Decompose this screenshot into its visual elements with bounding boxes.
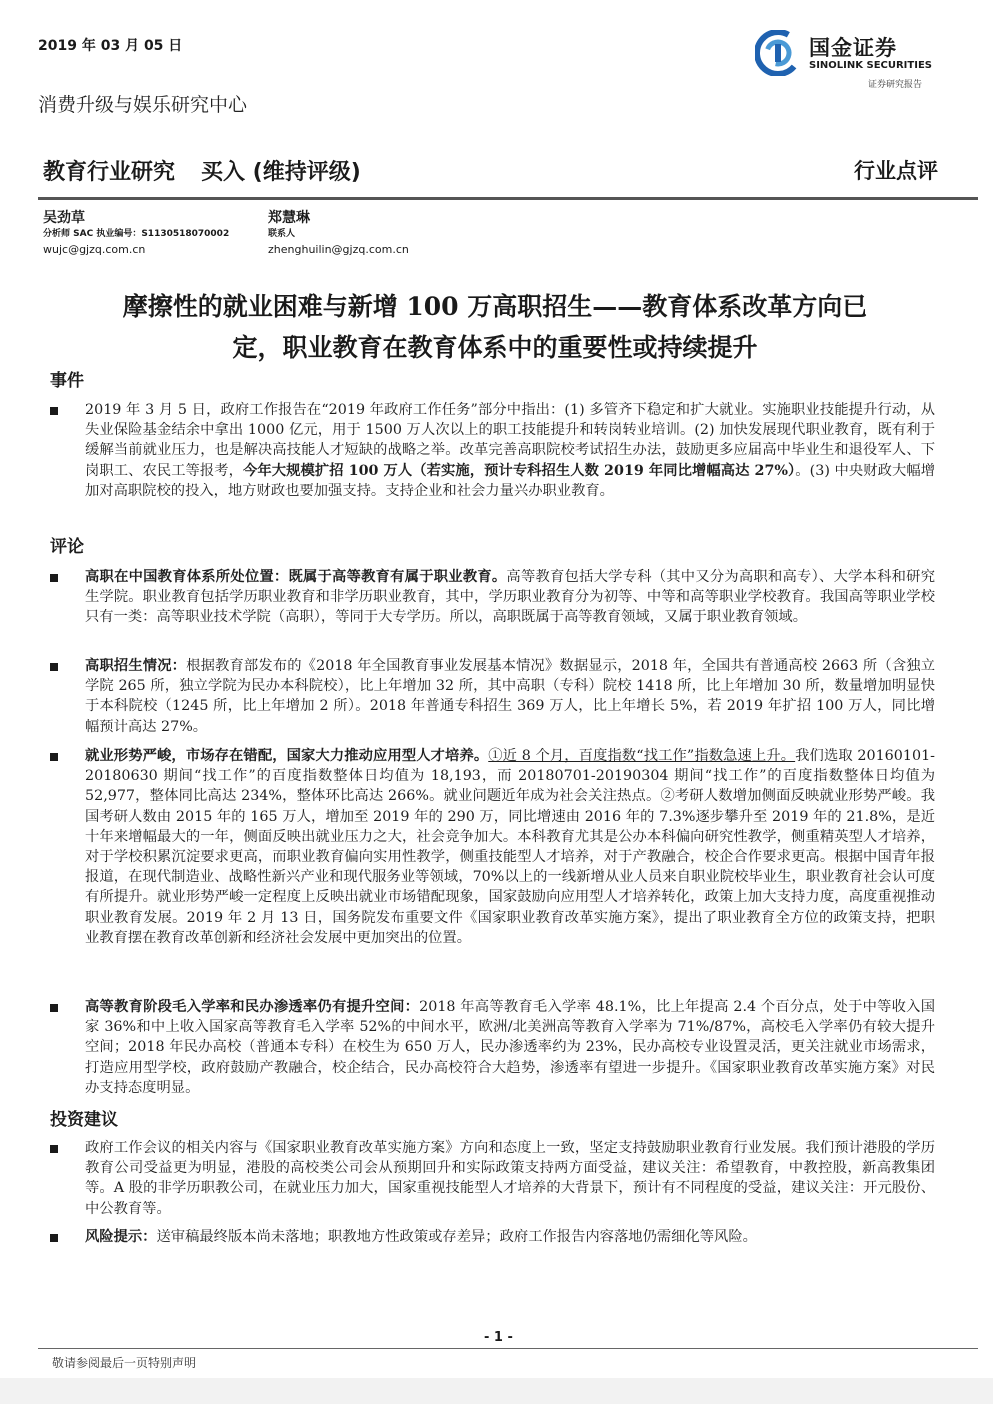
industry-title: 教育行业研究 [43, 160, 176, 185]
research-center: 消费升级与娱乐研究中心 [38, 94, 248, 116]
section-heading-comment: 评论 [50, 537, 84, 557]
comment-paragraph-1 [85, 567, 935, 628]
comment-1-bold: 高职在中国教育体系所处位置：既属于高等教育有属于职业教育。 [85, 569, 507, 585]
analyst-email[interactable]: wujc@gjzq.com.cn [43, 243, 146, 256]
comment-paragraph-3 [85, 746, 935, 948]
logo-subtitle: 证券研究报告 [868, 80, 923, 90]
comment-1-text: 高等教育包括大学专科（其中又分为高职和高专）、大学本科和研究生学院。职业教育包括学历职业教育和非学历职业教育，其中，学历职业教育分为初等、中等和高等职业学校教育。我国高等职业学校只有一类：高等职业技术学院（高职），等同于大专学历。所以，高职既属于高等教育领域，又属于职业教育领域。 [85, 569, 935, 626]
comment-paragraph-2 [85, 656, 935, 737]
analyst-role: 分析师 SAC 执业编号：S1130518070002 [43, 229, 230, 239]
logo-name-cn: 国金证券 [809, 36, 897, 60]
sinolink-logo [755, 30, 955, 92]
report-main-title [40, 286, 950, 368]
page-number: - 1 - [480, 1330, 517, 1345]
event-text-b: 。(3) 中央财政大幅增加对高职院校的投入，地方财政也要加强支持。支持企业和社会力量兴办职业教育。 [85, 462, 936, 499]
comment-2-text: 根据教育部发布的《2018 年全国教育事业发展基本情况》数据显示，2018 年，全国共有普通高校 2663 所（含独立学院 265 所，独立学院为民办本科院校），比上年增加 32 所，其中高职（专科）院校 1418 所，比上年增加 30 所，数量增加明显快于本科院校（1245 所，比上年增加 2 所）。2018 年普通专科招生 369 万人，比上年增长 5%，若 2019 年扩招 100 万人，同比增幅预计高达 27%。 [85, 658, 936, 735]
event-paragraph [85, 400, 935, 501]
comment-3-text: 我们选取 20160101-20180630 期间“找工作”的百度指数整体日均值为 18,193，而 20180701-20190304 期间“找工作”的百度指数整体日均值为 52,977，整体同比高达 234%，整体环比高达 266%。就业问题近年成为社会关注热点。②考研人数增加侧面反映就业形势严峻。我国考研人数由 2015 年的 165 万人，增加至 2019 年的 290 万，同比增速由 2016 年的 7.3%逐步攀升至 2019 年的 21.8%，是近十年来增幅最大的一年，侧面反映出就业压力之大，社会竞争加大。本科教育尤其是公办本科偏向研究性教学，侧重精英型人才培养，对于学校积累沉淀要求更高，而职业教育偏向实用性教学，侧重技能型人才培养，对于产教融合，校企合作要求更高。根据中国青年报报道，在现代制造业、战略性新兴产业和现代服务业等领域，70%以上的一线新增从业人员来自职业院校毕业生，职业教育社会认可度有所提升。就业形势严峻一定程度上反映出就业市场错配现象，国家鼓励向应用型人才培养转化，政策上加大支持力度，高度重视推动职业教育发展。2019 年 2 月 13 日，国务院发布重要文件《国家职业教育改革实施方案》，提出了职业教育全方位的政策支持，把职业教育摆在教育改革创新和经济社会发展中更加突出的位置。 [85, 748, 935, 946]
contact-email[interactable]: zhenghuilin@gjzq.com.cn [268, 243, 409, 256]
contact-card [268, 210, 409, 258]
sinolink-logo-icon [755, 30, 801, 76]
header-divider [38, 197, 978, 200]
bullet-square-icon [50, 407, 58, 415]
section-heading-advice: 投资建议 [50, 1110, 118, 1130]
comment-4-text: 2018 年高等教育毛入学率 48.1%，比上年提高 2.4 个百分点，处于中等收入国家 36%和中上收入国家高等教育毛入学率 52%的中间水平，欧洲/北美洲高等教育入学率为 71%/87%，高校毛入学率仍有较大提升空间；2018 年民办高校（普通本专科）在校生为 650 万人，民办渗透率约为 23%，民办高校专业设置灵活，更关注就业市场需求，打造应用型学校，政府鼓励产教融合，校企结合，民办高校符合大趋势，渗透率有望进一步提升。《国家职业教育改革实施方案》对民办支持态度明显。 [85, 999, 935, 1096]
page-bottom-band [0, 1378, 993, 1404]
bullet-square-icon [50, 574, 58, 582]
analyst-name: 吴劲草 [43, 210, 85, 226]
disclaimer-note: 敬请参阅最后一页特别声明 [52, 1356, 197, 1370]
comment-3-underlined: ①近 8 个月，百度指数“找工作”指数急速上升。 [488, 748, 796, 764]
bullet-square-icon [50, 1004, 58, 1012]
industry-title-row [43, 155, 361, 186]
bullet-square-icon [50, 1234, 58, 1242]
report-type: 行业点评 [854, 158, 938, 183]
bullet-square-icon [50, 753, 58, 761]
risk-text: 送审稿最终版本尚未落地；职教地方性政策或存差异；政府工作报告内容落地仍需细化等风险。 [156, 1229, 757, 1245]
contact-name: 郑慧琳 [268, 210, 310, 226]
comment-2-bold: 高职招生情况： [85, 658, 187, 674]
event-text-a: 2019 年 3 月 5 日，政府工作报告在“2019 年政府工作任务”部分中指出：(1) 多管齐下稳定和扩大就业。实施职业技能提升行动，从失业保险基金结余中拿出 1000 亿元，用于 1500 万人次以上的职工技能提升和转岗转业培训。(2) 加快发展现代职业教育，既有利于缓解当前就业压力，也是解决高技能人才短缺的战略之举。改革完善高职院校考试招生办法，鼓励更多应届高中毕业生和退役军人、下岗职工、农民工等报考， [85, 402, 935, 479]
main-title-line1: 摩擦性的就业困难与新增 100 万高职招生——教育体系改革方向已 [122, 292, 868, 321]
comment-4-bold: 高等教育阶段毛入学率和民办渗透率仍有提升空间： [85, 999, 420, 1015]
risk-label: 风险提示： [85, 1229, 157, 1245]
comment-paragraph-4 [85, 997, 935, 1098]
event-text-bold: 今年大规模扩招 100 万人（若实施，预计专科招生人数 2019 年同比增幅高达 27%） [243, 462, 796, 479]
bullet-square-icon [50, 663, 58, 671]
bullet-square-icon [50, 1145, 58, 1153]
rating: 买入 (维持评级) [201, 160, 361, 185]
advice-paragraph-1 [85, 1138, 935, 1219]
advice-1-text: 政府工作会议的相关内容与《国家职业教育改革实施方案》方向和态度上一致，坚定支持鼓励职业教育行业发展。我们预计港股的学历教育公司受益更为明显，港股的高校类公司会从预期回升和实际政策支持两方面受益，建议关注：希望教育，中教控股，新高教集团等。A 股的非学历职教公司，在就业压力加大，国家重视技能型人才培养的大背景下，预计有不同程度的受益，建议关注：开元股份、中公教育等。 [85, 1140, 935, 1217]
advice-paragraph-2 [85, 1227, 935, 1247]
report-date: 2019 年 03 月 05 日 [38, 38, 183, 54]
contact-role: 联系人 [268, 229, 296, 239]
section-heading-event: 事件 [50, 371, 84, 391]
comment-3-bold: 就业形势严峻，市场存在错配，国家大力推动应用型人才培养。 [85, 748, 489, 764]
logo-name-en: SINOLINK SECURITIES [809, 60, 932, 71]
footer-divider [38, 1348, 978, 1349]
main-title-line2: 定，职业教育在教育体系中的重要性或持续提升 [232, 333, 758, 362]
analyst-card [43, 210, 229, 258]
